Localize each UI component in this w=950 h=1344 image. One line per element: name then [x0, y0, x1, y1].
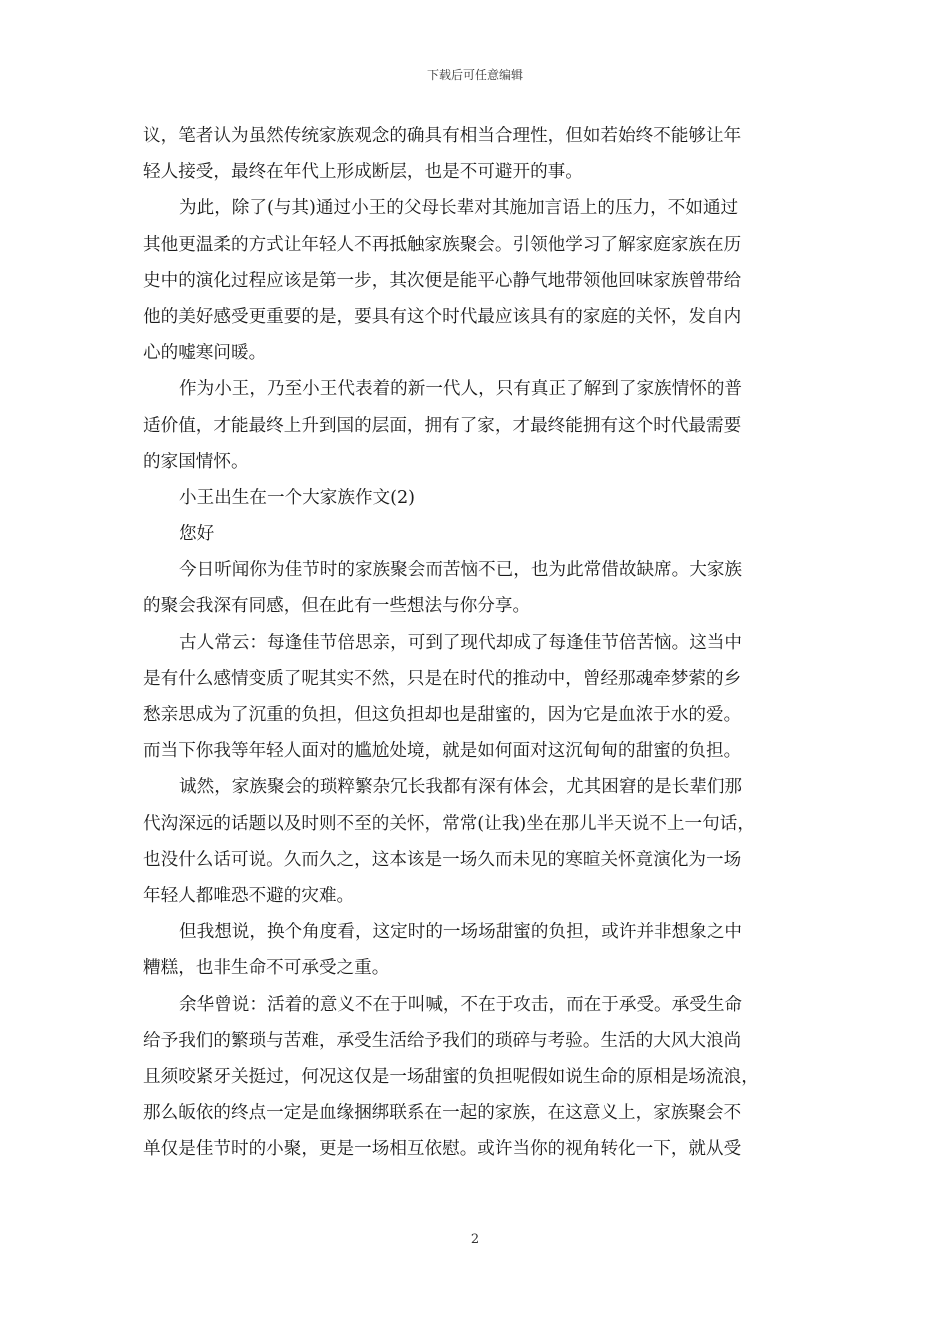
text-line: 愁亲思成为了沉重的负担，但这负担却也是甜蜜的，因为它是血浓于水的爱。 [143, 705, 742, 725]
text-line: 轻人接受，最终在年代上形成断层，也是不可避开的事。 [143, 162, 583, 183]
text-line: 的家国情怀。 [143, 451, 249, 472]
page-number: 2 [470, 1232, 480, 1247]
paragraph-first-line: 您好 [179, 524, 215, 545]
paragraph-first-line: 小王出生在一个大家族作文(2) [179, 487, 416, 508]
text-line: 给予我们的繁琐与苦难，承受生活给予我们的琐碎与考验。生活的大风大浪尚 [143, 1030, 742, 1051]
text-line: 史中的演化过程应该是第一步，其次便是能平心静气地带领他回味家族曾带给 [143, 270, 742, 291]
paragraph-first-line: 诚然，家族聚会的琐粹繁杂冗长我都有深有体会，尤其困窘的是长辈们那 [179, 777, 743, 798]
paragraph-first-line: 今日听闻你为佳节时的家族聚会而苦恼不已，也为此常借故缺席。大家族 [179, 560, 743, 581]
text-line: 且须咬紧牙关挺过，何况这仅是一场甜蜜的负担呢假如说生命的原相是场流浪， [143, 1066, 759, 1087]
paragraph-first-line: 但我想说，换个角度看，这定时的一场场甜蜜的负担，或许并非想象之中 [179, 922, 743, 943]
text-line: 议，笔者认为虽然传统家族观念的确具有相当合理性，但如若始终不能够让年 [143, 126, 742, 146]
page-header: 下载后可任意编辑 [426, 68, 523, 82]
text-line: 其他更温柔的方式让年轻人不再抵触家族聚会。引领他学习了解家庭家族在历 [143, 234, 742, 255]
text-line: 单仅是佳节时的小聚，更是一场相互依慰。或许当你的视角转化一下，就从受 [143, 1139, 742, 1160]
text-line: 糟糕，也非生命不可承受之重。 [143, 958, 390, 979]
text-line: 而当下你我等年轻人面对的尴尬处境，就是如何面对这沉甸甸的甜蜜的负担。 [143, 741, 742, 762]
text-line: 的聚会我深有同感，但在此有一些想法与你分享。 [143, 596, 531, 617]
text-line: 他的美好感受更重要的是，要具有这个时代最应该具有的家庭的关怀，发自内 [143, 306, 742, 327]
text-line: 适价值，才能最终上升到国的层面，拥有了家，才最终能拥有这个时代最需要 [143, 415, 742, 436]
paragraph-first-line: 余华曾说：活着的意义不在于叫喊，不在于攻击，而在于承受。承受生命 [179, 994, 743, 1015]
text-line: 是有什么感情变质了呢其实不然，只是在时代的推动中，曾经那魂牵梦萦的乡 [143, 668, 742, 689]
text-line: 年轻人都唯恐不避的灾难。 [143, 885, 355, 906]
text-line: 心的嘘寒问暖。 [143, 343, 267, 364]
document-body [143, 118, 809, 1167]
paragraph-first-line: 作为小王，乃至小王代表着的新一代人，只有真正了解到了家族情怀的普 [179, 379, 743, 400]
paragraph-first-line: 为此，除了(与其)通过小王的父母长辈对其施加言语上的压力，不如通过 [179, 198, 739, 219]
text-line: 那么皈依的终点一定是血缘捆绑联系在一起的家族，在这意义上，家族聚会不 [143, 1103, 742, 1124]
text-line: 也没什么话可说。久而久之，这本该是一场久而未见的寒暄关怀竟演化为一场 [143, 849, 742, 870]
paragraph-first-line: 古人常云：每逢佳节倍思亲，可到了现代却成了每逢佳节倍苦恼。这当中 [179, 632, 743, 653]
text-line: 代沟深远的话题以及时则不至的关怀，常常(让我)坐在那儿半天说不上一句话， [143, 813, 755, 834]
